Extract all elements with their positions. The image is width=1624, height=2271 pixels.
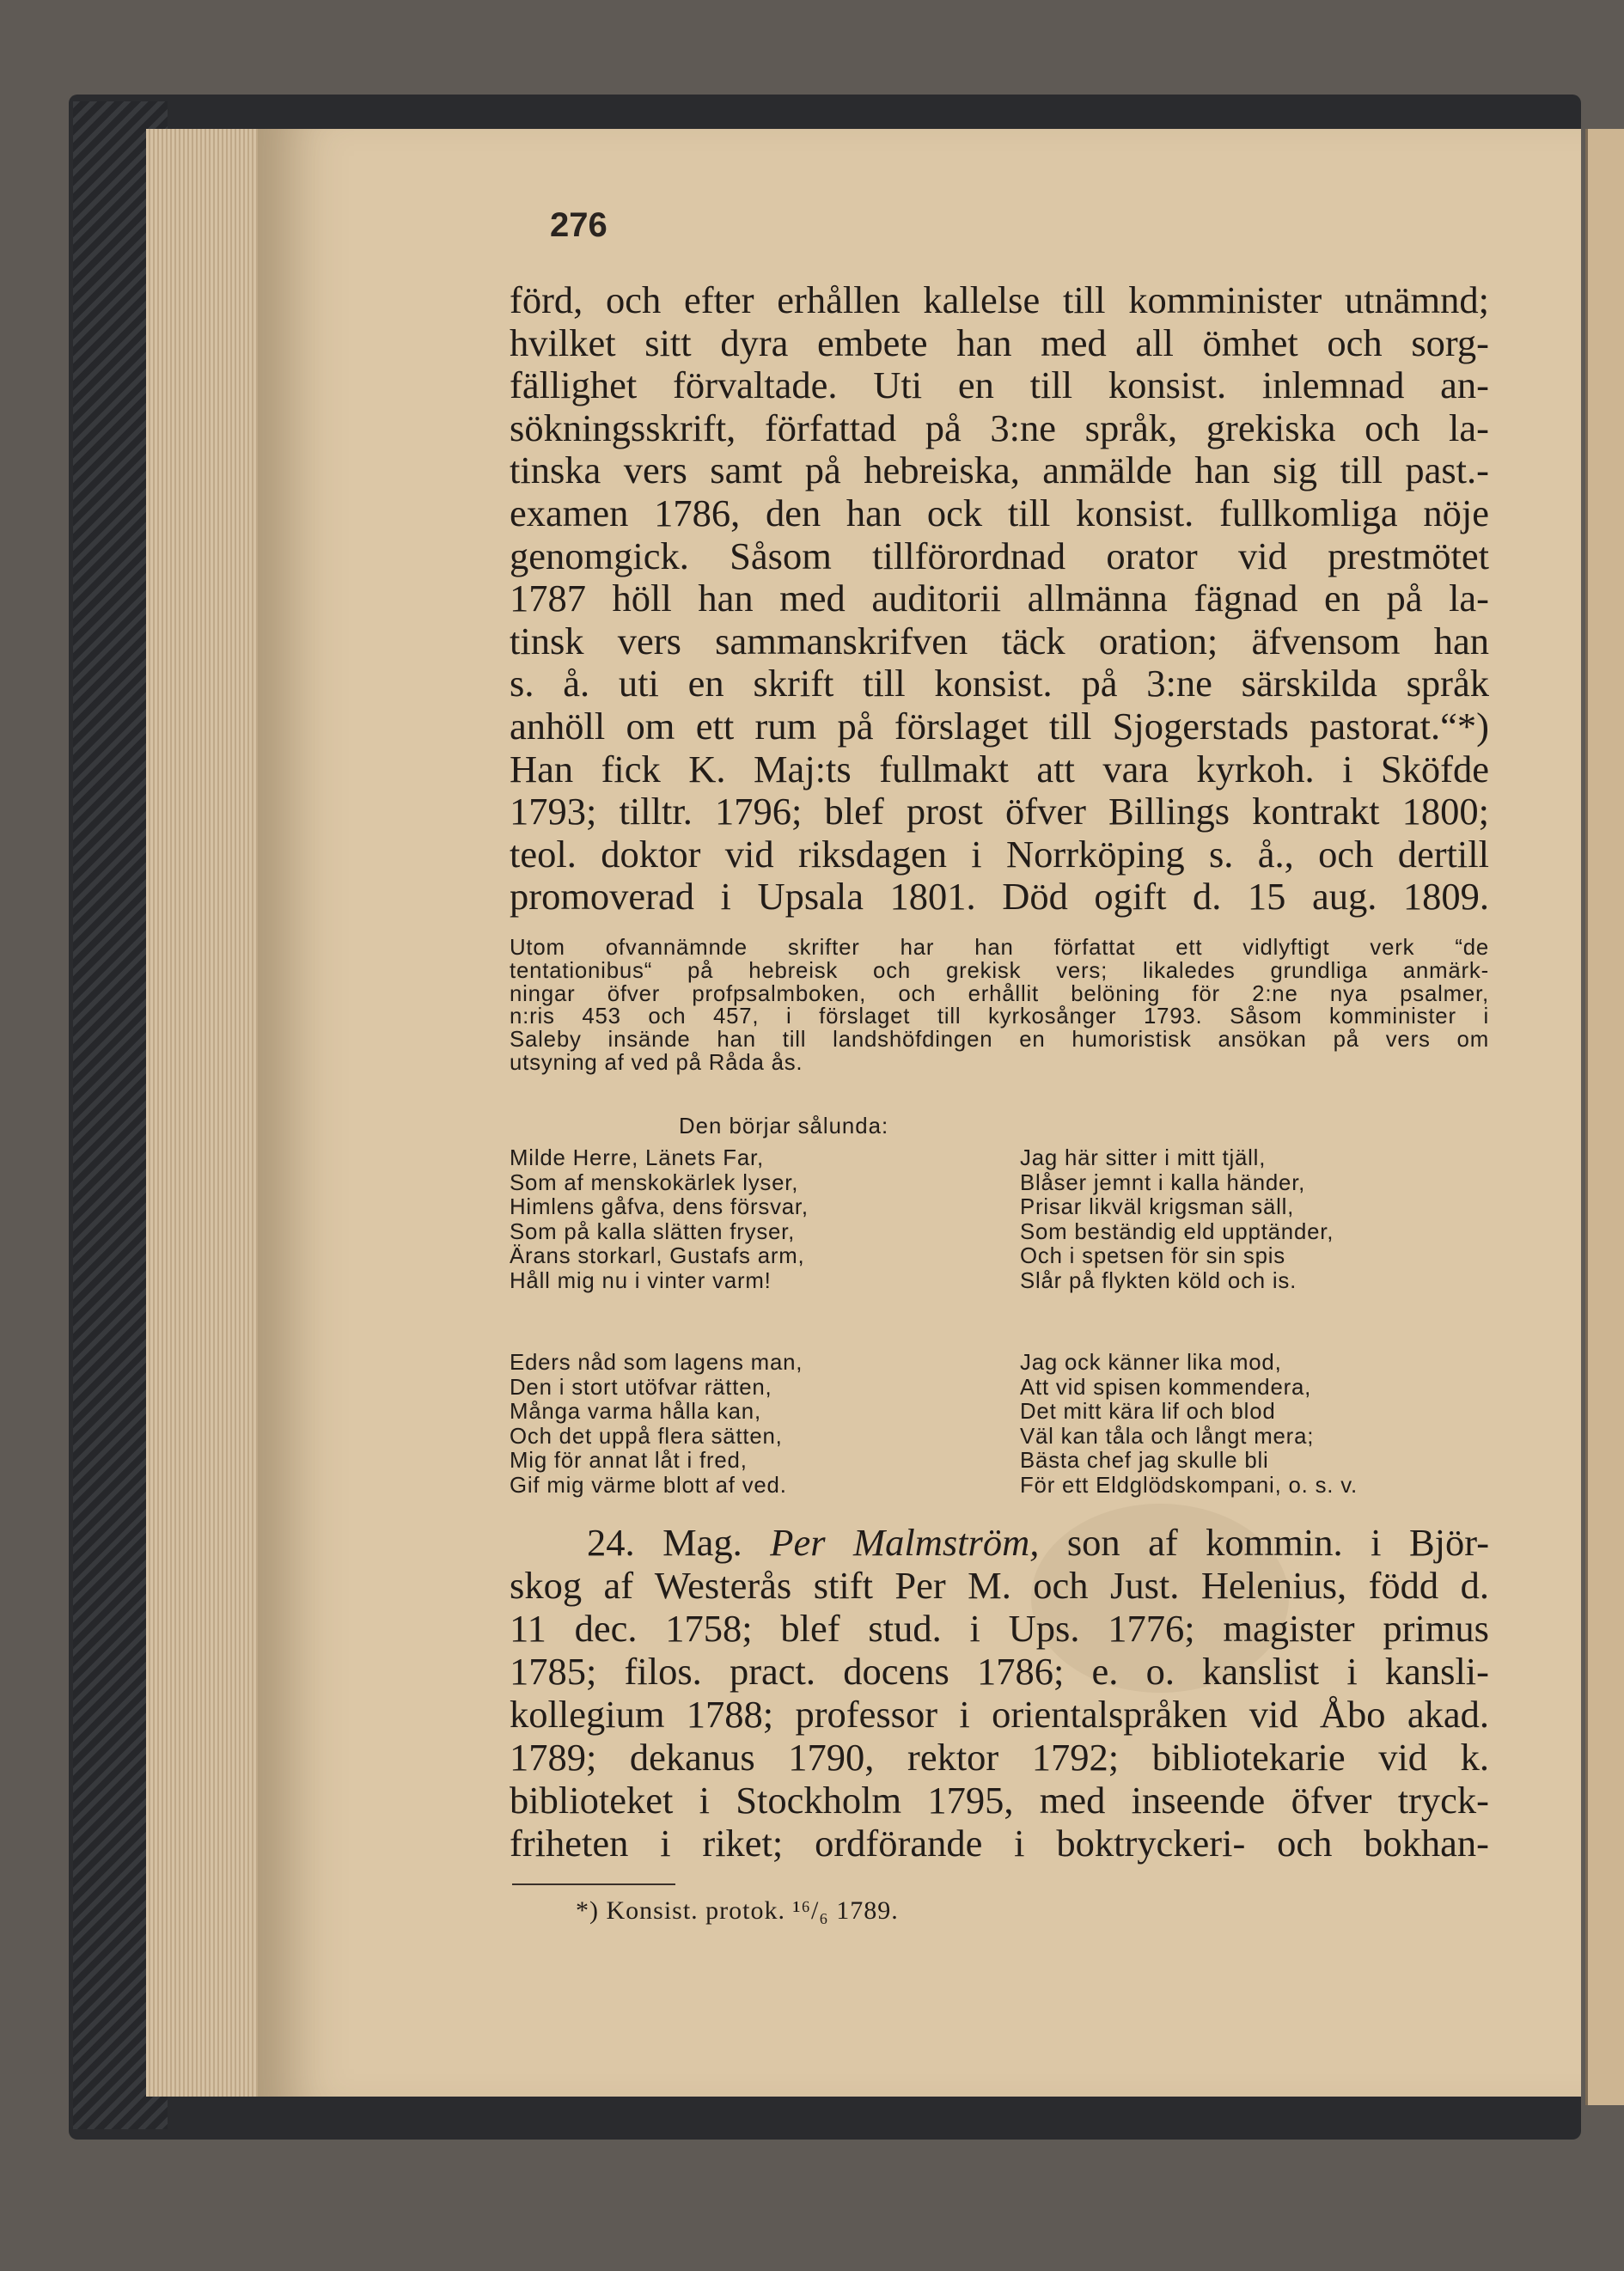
- text-line: hvilket sitt dyra embete han med all ömhet och sorg-: [510, 321, 1489, 364]
- facing-page-edge: [1585, 129, 1624, 2105]
- text-line: promoverad i Upsala 1801. Död ogift d. 15 aug. 1809.: [510, 875, 1489, 919]
- entry-line: 1789; dekanus 1790, rektor 1792; bibliotekarie vid k.: [510, 1736, 1489, 1779]
- text-line: fällighet förvaltade. Uti en till konsist. inlemnad an-: [510, 363, 1489, 407]
- note-paragraph: [510, 937, 1489, 1075]
- main-text: [510, 279, 1489, 919]
- poem-line: Som af menskokärlek lyser,: [510, 1170, 799, 1195]
- poem-line: Som beständig eld upptänder,: [1020, 1219, 1334, 1244]
- footnote-rule: [512, 1883, 675, 1885]
- text-line: anhöll om ett rum på förslaget till Sjogerstads pastorat.“*): [510, 704, 1489, 748]
- poem-line: Som på kalla slätten fryser,: [510, 1219, 796, 1244]
- text-line: förd, och efter erhållen kallelse till komminister utnämnd;: [510, 278, 1489, 321]
- note-line: tentationibus“ på hebreisk och grekisk vers; likaledes grundliga anmärk-: [510, 958, 1489, 983]
- poem-line: Jag ock känner lika mod,: [1020, 1351, 1282, 1375]
- poem-line: Gif mig värme blott af ved.: [510, 1473, 787, 1498]
- text-line: genomgick. Såsom tillförordnad orator vid prestmötet: [510, 534, 1489, 577]
- poem-line: Milde Herre, Länets Far,: [510, 1146, 764, 1170]
- poem-line: Himlens gåfva, dens försvar,: [510, 1195, 809, 1219]
- poem-line: Att vid spisen kommendera,: [1020, 1375, 1312, 1400]
- entry-line: kollegium 1788; professor i orientalspråken vid Åbo akad.: [510, 1693, 1489, 1736]
- poem-line: Det mitt kära lif och blod: [1020, 1400, 1276, 1424]
- text-line: teol. doktor vid riksdagen i Norrköping s. å., och dertill: [510, 832, 1489, 876]
- text-line: Han fick K. Maj:ts fullmakt att vara kyrkoh. i Sköfde: [510, 747, 1489, 791]
- poem-intro: Den börjar sålunda:: [679, 1114, 889, 1139]
- entry-heading-line: [510, 1521, 1489, 1564]
- poem-line: Mig för annat låt i fred,: [510, 1449, 748, 1473]
- poem-line: Håll mig nu i vinter varm!: [510, 1268, 772, 1293]
- note-line: ningar öfver profpsalmboken, och erhållit belöning för 2:ne nya psalmer,: [510, 981, 1489, 1006]
- entry-line: skog af Westerås stift Per M. och Just. Helenius, född d.: [510, 1564, 1489, 1607]
- entry-24: [510, 1521, 1489, 1865]
- entry-heading-rest: son af kommin. i Björ-: [1066, 1521, 1490, 1564]
- poem-line: Slår på flykten köld och is.: [1020, 1268, 1297, 1293]
- poem-line: Den i stort utöfvar rätten,: [510, 1375, 772, 1400]
- text-line: tinska vers samt på hebreiska, anmälde han sig till past.-: [510, 449, 1489, 492]
- footnote: *) Konsist. protok. ¹⁶/₆ 1789.: [576, 1896, 899, 1925]
- poem-line: Väl kan tåla och långt mera;: [1020, 1424, 1315, 1449]
- poem-line: Ärans storkarl, Gustafs arm,: [510, 1244, 805, 1268]
- entry-line: biblioteket i Stockholm 1795, med inseende öfver tryck-: [510, 1779, 1489, 1822]
- poem-stanza-1-right: [1020, 1146, 1467, 1293]
- poem-line: Bästa chef jag skulle bli: [1020, 1449, 1269, 1473]
- poem-stanza-2-left: [510, 1351, 956, 1498]
- entry-person-name: Per Malmström,: [770, 1521, 1040, 1564]
- note-line: Saleby insände han till landshöfdingen en humoristisk ansökan på vers om: [510, 1028, 1489, 1053]
- note-line: utsyning af ved på Råda ås.: [510, 1050, 803, 1075]
- entry-title: Mag.: [662, 1521, 742, 1564]
- note-line: n:ris 453 och 457, i förslaget till kyrkosånger 1793. Såsom komminister i: [510, 1004, 1489, 1029]
- page-number: 276: [550, 206, 607, 244]
- poem-line: Blåser jemnt i kalla händer,: [1020, 1170, 1306, 1195]
- poem-line: För ett Eldglödskompani, o. s. v.: [1020, 1473, 1358, 1498]
- text-line: examen 1786, den han ock till konsist. fullkomliga nöje: [510, 491, 1489, 534]
- text-line: sökningsskrift, författad på 3:ne språk, grekiska och la-: [510, 406, 1489, 449]
- entry-number: 24.: [587, 1521, 635, 1564]
- entry-line: friheten i riket; ordförande i boktryckeri- och bokhan-: [510, 1822, 1489, 1865]
- poem-stanza-1-left: [510, 1146, 956, 1293]
- text-line: 1787 höll han med auditorii allmänna fägnad en på la-: [510, 577, 1489, 620]
- poem-line: Eders nåd som lagens man,: [510, 1351, 803, 1375]
- text-line: s. å. uti en skrift till konsist. på 3:ne särskilda språk: [510, 662, 1489, 705]
- poem-line: Och i spetsen för sin spis: [1020, 1244, 1285, 1268]
- poem-line: Prisar likväl krigsman säll,: [1020, 1195, 1295, 1219]
- poem-line: Många varma hålla kan,: [510, 1400, 761, 1424]
- entry-line: 1785; filos. pract. docens 1786; e. o. kanslist i kansli-: [510, 1650, 1489, 1693]
- poem-line: Jag här sitter i mitt tjäll,: [1020, 1146, 1267, 1170]
- text-line: tinsk vers sammanskrifven täck oration; äfvensom han: [510, 619, 1489, 662]
- poem-line: Och det uppå flera sätten,: [510, 1424, 783, 1449]
- text-line: 1793; tilltr. 1796; blef prost öfver Billings kontrakt 1800;: [510, 790, 1489, 833]
- entry-line: 11 dec. 1758; blef stud. i Ups. 1776; magister primus: [510, 1607, 1489, 1650]
- poem-stanza-2-right: [1020, 1351, 1467, 1498]
- note-line: Utom ofvannämnde skrifter har han författat ett vidlyftigt verk “de: [510, 936, 1489, 960]
